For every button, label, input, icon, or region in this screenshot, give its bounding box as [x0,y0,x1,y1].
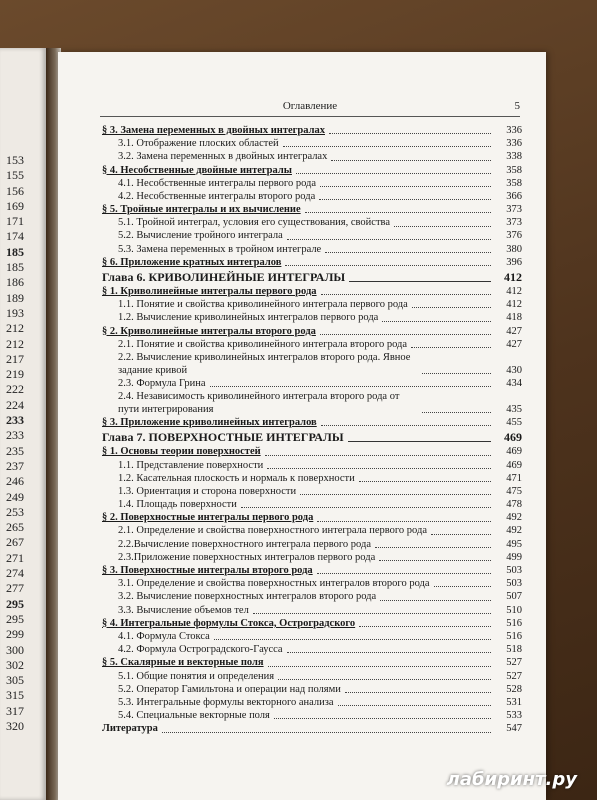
toc-entry-title: 3.1. Определение и свойства поверхностных интегралов второго рода [118,578,430,590]
toc-leader [268,666,491,667]
toc-leader [321,294,491,295]
toc-entry-title: § 2. Криволинейные интегралы второго рода [102,325,316,337]
toc-entry-title: 5.4. Специальные векторные поля [118,710,270,722]
toc-entry-page: 376 [506,230,522,242]
toc-entry-page: 533 [506,710,522,722]
toc-entry-title: 3.1. Отображение плоских областей [118,138,279,150]
left-page-number: 237 [6,458,24,473]
toc-entry-page: 475 [506,485,522,497]
toc-entry [102,377,522,390]
left-page-number: 219 [6,367,24,382]
toc-entry-title: § 1. Основы теории поверхностей [102,446,261,458]
toc-entry-title: 3.2. Вычисление поверхностных интегралов второго рода [118,591,377,603]
toc-entry-page: 531 [506,696,522,708]
left-page-number: 185 [6,260,24,275]
toc-entry-page: 373 [506,217,522,229]
left-page-number: 222 [6,382,24,397]
toc-leader [253,613,491,614]
toc-entry [102,630,522,643]
left-page-number: 156 [6,183,24,198]
left-page-number: 233 [6,428,24,443]
toc-leader [345,692,491,693]
toc-leader [265,455,491,456]
toc-entry [102,709,522,722]
toc-entry [102,256,522,269]
toc-entry-page: 516 [506,630,522,642]
left-page-number: 267 [6,535,24,550]
toc-leader [422,412,491,413]
toc-leader [329,133,491,134]
toc-entry [102,670,522,683]
running-head [100,100,520,117]
left-page [0,48,46,800]
toc-entry [102,203,522,216]
toc-entry-title: Глава 6. КРИВОЛИНЕЙНЫЕ ИНТЕГРАЛЫ [102,270,346,285]
toc-entry-page: 510 [506,604,522,616]
toc-entry [102,577,522,590]
toc-entry-title: 1.1. Понятие и свойства криволинейного интеграла первого рода [118,299,408,311]
toc-leader [380,600,491,601]
toc-entry-page: 469 [504,430,522,445]
toc-entry-page: 430 [506,364,522,376]
toc-entry-title: 5.1. Тройной интеграл, условия его существования, свойства [118,217,391,229]
left-page-number: 295 [6,596,24,611]
toc-entry-page: 499 [506,551,522,563]
toc-entry-title: § 5. Скалярные и векторные поля [102,657,264,669]
left-page-number: 186 [6,275,24,290]
toc-entry-title: § 4. Несобственные двойные интегралы [102,164,292,176]
toc-entry [102,230,522,243]
left-page-number: 174 [6,229,24,244]
toc-entry-page: 518 [506,644,522,656]
toc-entry-title: § 6. Приложение кратных интегралов [102,256,282,268]
toc-entry-title: 1.3. Ориентация и сторона поверхности [118,485,297,497]
toc-entry-title: § 1. Криволинейные интегралы первого рода [102,286,317,298]
toc-entry-title: 2.2.Вычисление поверхностного интеграла первого рода [118,538,371,550]
toc-entry-page: 478 [506,499,522,511]
toc-entry [102,269,522,285]
toc-leader [317,573,491,574]
toc-leader [300,494,491,495]
left-page-number: 185 [6,244,24,259]
left-page-number: 277 [6,581,24,596]
toc-leader [348,441,491,442]
toc-entry [102,643,522,656]
toc-entry-title: 2.3. Формула Грина [118,377,206,389]
toc-entry [102,416,522,429]
toc-entry [102,525,522,538]
toc-leader [434,586,491,587]
left-page-number: 171 [6,214,24,229]
toc-leader [338,705,491,706]
toc-leader [162,732,491,733]
toc-entry-title: 4.2. Несобственные интегралы второго рода [118,190,316,202]
toc-leader [214,639,491,640]
toc-entry-title: § 3. Замена переменных в двойных интегралах [102,124,325,136]
toc-entry-page: 503 [506,578,522,590]
left-page-number: 235 [6,443,24,458]
left-page-number: 212 [6,321,24,336]
toc-entry-title: § 3. Приложение криволинейных интегралов [102,417,317,429]
toc-leader [274,718,491,719]
toc-entry [102,485,522,498]
toc-leader [379,560,491,561]
toc-entry [102,604,522,617]
left-page-number: 246 [6,474,24,489]
toc-entry [102,617,522,630]
toc-entry-page: 373 [506,204,522,216]
toc-leader [422,373,491,374]
toc-entry [102,177,522,190]
toc-entry-page: 396 [506,256,522,268]
toc-entry-page: 336 [506,138,522,150]
left-page-number: 315 [6,688,24,703]
toc-entry-title: 2.3.Приложение поверхностных интегралов первого рода [118,551,376,563]
toc-leader [287,239,491,240]
left-page-number: 295 [6,611,24,626]
toc-entry-title: 2.1. Понятие и свойства криволинейного интеграла второго рода [118,338,408,350]
toc-entry-title: Литература [102,723,158,735]
table-of-contents [102,124,522,736]
toc-entry-title: § 4. Интегральные формулы Стокса, Остроградского [102,617,356,629]
toc-leader [321,425,491,426]
left-page-number: 317 [6,703,24,718]
toc-leader [320,186,491,187]
toc-leader [278,679,491,680]
toc-entry [102,511,522,524]
toc-entry-page: 516 [506,617,522,629]
toc-entry-title: 5.3. Интегральные формулы векторного анализа [118,696,334,708]
toc-entry-title: 1.2. Вычисление криволинейных интегралов первого рода [118,312,379,324]
toc-entry [102,298,522,311]
toc-entry [102,216,522,229]
toc-entry [102,551,522,564]
toc-leader [359,626,491,627]
left-page-number: 155 [6,168,24,183]
page-number: 5 [514,100,520,112]
toc-entry [102,164,522,177]
toc-entry-page: 380 [506,243,522,255]
toc-entry-page: 547 [506,723,522,735]
toc-entry-title: § 3. Поверхностные интегралы второго рода [102,565,313,577]
toc-entry-page: 469 [506,459,522,471]
toc-entry [102,243,522,256]
left-page-number: 274 [6,566,24,581]
left-page-number: 265 [6,520,24,535]
toc-entry-title: 5.2. Вычисление тройного интеграла [118,230,283,242]
toc-entry-page: 492 [506,525,522,537]
toc-entry-title: 4.1. Несобственные интегралы первого рода [118,177,317,189]
toc-entry-page: 418 [506,312,522,324]
toc-entry-title: 5.3. Замена переменных в тройном интеграле [118,243,322,255]
toc-entry [102,429,522,445]
toc-entry-page: 336 [506,124,522,136]
toc-leader [331,160,491,161]
toc-entry-page: 528 [506,683,522,695]
toc-entry-title: 5.1. Общие понятия и определения [118,670,275,682]
toc-entry-title: § 2. Поверхностные интегралы первого рода [102,512,314,524]
toc-entry-page: 503 [506,565,522,577]
toc-leader [283,146,491,147]
toc-entry-page: 507 [506,591,522,603]
toc-leader [359,481,491,482]
toc-entry [102,325,522,338]
toc-entry [102,190,522,203]
toc-entry-page: 471 [506,472,522,484]
toc-leader [241,507,491,508]
toc-entry [102,538,522,551]
toc-entry [102,285,522,298]
toc-entry-title: 3.3. Вычисление объемов тел [118,604,249,616]
toc-leader [285,265,491,266]
left-page-number: 169 [6,198,24,213]
left-page-number: 212 [6,336,24,351]
toc-entry-title: 2.1. Определение и свойства поверхностного интеграла первого рода [118,525,427,537]
left-page-number: 224 [6,397,24,412]
toc-entry [102,696,522,709]
toc-entry-page: 434 [506,377,522,389]
toc-entry [102,498,522,511]
toc-leader [411,347,491,348]
left-page-number: 233 [6,413,24,428]
toc-entry [102,137,522,150]
left-page-number: 253 [6,504,24,519]
toc-entry-page: 427 [506,325,522,337]
left-page-number: 189 [6,290,24,305]
toc-leader [210,386,491,387]
toc-entry [102,150,522,163]
toc-entry [102,564,522,577]
toc-entry-page: 527 [506,657,522,669]
left-page-numbers [0,153,40,734]
toc-leader [375,547,491,548]
running-title: Оглавление [282,100,338,112]
left-page-number: 302 [6,657,24,672]
left-page-number: 300 [6,642,24,657]
toc-entry [102,590,522,603]
left-page-number: 249 [6,489,24,504]
toc-entry-title: § 5. Тройные интегралы и их вычисление [102,204,301,216]
toc-entry-title: 1.4. Площадь поверхности [118,499,237,511]
toc-entry-page: 427 [506,338,522,350]
toc-leader [305,212,491,213]
toc-entry-page: 358 [506,177,522,189]
labirint-logo: лабиринт.ру [446,769,577,790]
toc-entry-page: 412 [506,286,522,298]
left-page-number: 193 [6,305,24,320]
toc-entry-page: 412 [504,270,522,285]
toc-entry-title: Глава 7. ПОВЕРХНОСТНЫЕ ИНТЕГРАЛЫ [102,430,344,445]
toc-entry-title: 3.2. Замена переменных в двойных интегралах [118,151,328,163]
toc-entry [102,124,522,137]
toc-leader [296,173,491,174]
toc-leader [320,334,491,335]
toc-entry-page: 455 [506,417,522,429]
toc-entry-title: 1.1. Представление поверхности [118,459,264,471]
toc-entry-page: 492 [506,512,522,524]
toc-leader [325,252,491,253]
toc-entry [102,390,522,416]
toc-leader [394,226,491,227]
toc-entry [102,722,522,735]
left-page-number: 320 [6,718,24,733]
toc-entry-page: 495 [506,538,522,550]
toc-entry [102,683,522,696]
toc-entry [102,338,522,351]
toc-entry [102,445,522,458]
toc-entry-page: 358 [506,164,522,176]
toc-entry [102,459,522,472]
toc-leader [382,321,491,322]
toc-entry [102,351,522,377]
toc-entry-page: 469 [506,446,522,458]
toc-entry-title: 1.2. Касательная плоскость и нормаль к поверхности [118,472,355,484]
toc-entry-page: 527 [506,670,522,682]
left-page-number: 305 [6,673,24,688]
toc-leader [431,534,491,535]
toc-entry-page: 412 [506,299,522,311]
toc-entry [102,472,522,485]
left-page-number: 153 [6,153,24,167]
left-page-number: 217 [6,351,24,366]
toc-leader [319,199,491,200]
toc-entry-title: 4.1. Формула Стокса [118,630,210,642]
toc-entry-title: 5.2. Оператор Гамильтона и операции над полями [118,683,341,695]
left-page-number: 271 [6,550,24,565]
toc-entry-page: 435 [506,403,522,415]
toc-entry-title: 2.4. Независимость криволинейного интеграла второго рода от пути интегрирования [118,391,400,416]
toc-leader [349,281,491,282]
toc-leader [317,521,491,522]
left-page-number: 299 [6,627,24,642]
toc-entry [102,656,522,669]
toc-entry-title: 4.2. Формула Остроградского-Гаусса [118,644,283,656]
toc-leader [267,468,491,469]
toc-entry-title: 2.2. Вычисление криволинейных интегралов второго рода. Явное задание кривой [118,352,411,376]
toc-entry-page: 338 [506,151,522,163]
toc-entry [102,311,522,324]
toc-leader [287,652,491,653]
toc-leader [412,307,491,308]
toc-entry-page: 366 [506,190,522,202]
